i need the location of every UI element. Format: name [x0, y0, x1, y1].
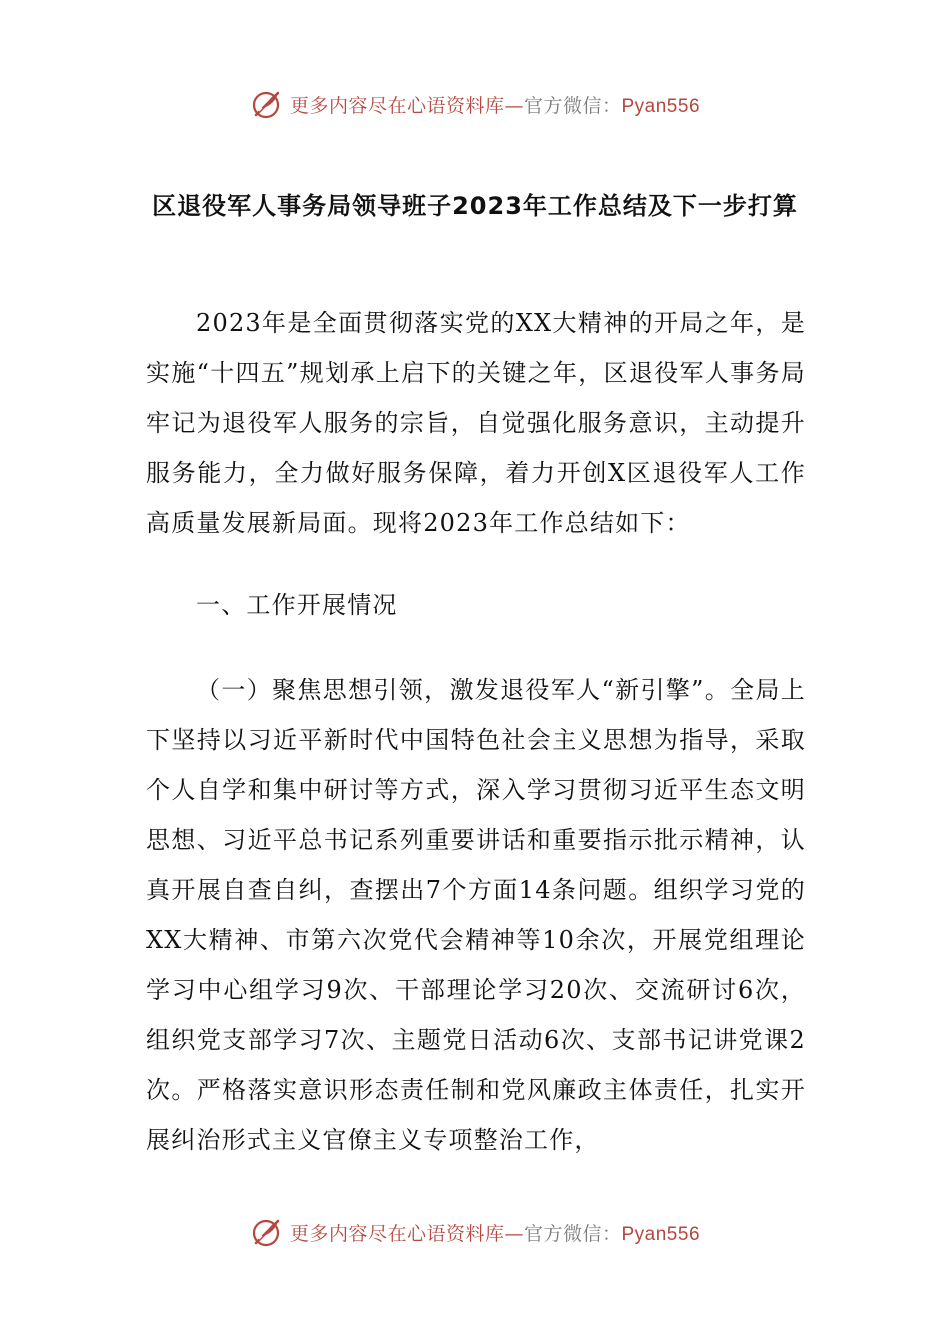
watermark-text: [290, 91, 700, 118]
intro-paragraph: 2023年是全面贯彻落实党的XX大精神的开局之年，是实施“十四五”规划承上启下的关键之年，区退役军人事务局牢记为退役军人服务的宗旨，自觉强化服务意识，主动提升服务能力，全力做好服务保障，着力开创X区退役军人工作高质量发展新局面。现将2023年工作总结如下：: [146, 309, 806, 537]
footer-watermark: [0, 1212, 950, 1252]
watermark-official-label: 官方微信：: [523, 94, 622, 117]
section-item-paragraph: （一）聚焦思想引领，激发退役军人“新引擎”。全局上下坚持以习近平新时代中国特色社会主义思想为指导，采取个人自学和集中研讨等方式，深入学习贯彻习近平生态文明思想、习近平总书记系列重要讲话和重要指示批示精神，认真开展自查自纠，查摆出7个方面14条问题。组织学习党的XX大精神、市第六次党代会精神等10余次，开展党组理论学习中心组学习9次、干部理论学习20次、交流研讨6次，组织党支部学习7次、主题党日活动6次、支部书记讲党课2次。严格落实意识形态责任制和党风廉政主体责任，扎实开展纠治形式主义官僚主义专项整治工作，: [146, 676, 806, 1154]
watermark-text: [290, 1219, 700, 1246]
watermark-wechat-id: Pyan556: [621, 1223, 701, 1245]
document-title: 区退役军人事务局领导班子2023年工作总结及下一步打算: [152, 192, 798, 220]
watermark-official-label: 官方微信：: [523, 1222, 622, 1245]
watermark-prefix: 更多内容尽在心语资料库: [289, 94, 505, 117]
quill-pen-logo-icon: [250, 87, 284, 121]
watermark-prefix: 更多内容尽在心语资料库: [289, 1222, 505, 1245]
section-heading: 一、工作开展情况: [196, 591, 398, 619]
watermark-separator: —: [504, 1222, 524, 1245]
watermark-wechat-id: Pyan556: [621, 95, 701, 117]
header-watermark: [0, 84, 950, 124]
quill-pen-logo-icon: [250, 1215, 284, 1249]
watermark-separator: —: [504, 94, 524, 117]
